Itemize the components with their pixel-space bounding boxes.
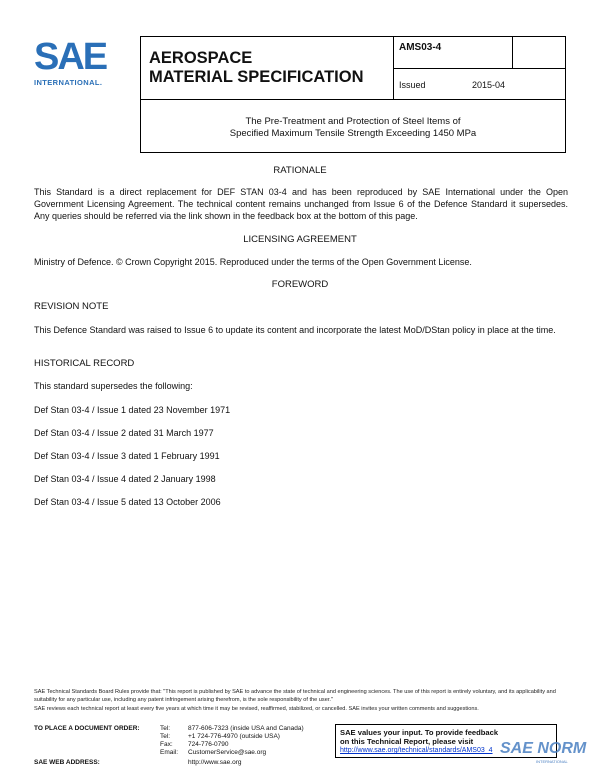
title-line-1: AEROSPACE <box>149 49 253 67</box>
watermark-subtext: INTERNATIONAL <box>536 759 568 764</box>
feedback-link[interactable]: http://www.sae.org/technical/standards/AMS03_4 <box>340 747 493 754</box>
subtitle-box <box>140 98 566 153</box>
foreword-heading: FOREWORD <box>271 279 329 290</box>
revision-heading: REVISION NOTE <box>34 301 109 312</box>
licensing-heading: LICENSING AGREEMENT <box>243 234 357 245</box>
history-item: Def Stan 03-4 / Issue 4 dated 2 January 1998 <box>34 474 216 484</box>
history-item: Def Stan 03-4 / Issue 5 dated 13 October 2006 <box>34 497 221 507</box>
contact-value: +1 724-776-4970 (outside USA) <box>188 733 280 740</box>
contact-email-link[interactable]: CustomerService@sae.org <box>188 749 267 756</box>
feedback-line-1: SAE values your input. To provide feedback <box>340 728 499 737</box>
watermark-logo: SAE NORM <box>500 740 587 757</box>
contact-key: Tel: <box>160 725 171 732</box>
logo-wordmark: SAE <box>34 36 107 78</box>
header-box <box>140 36 566 100</box>
revision-text: This Defence Standard was raised to Issue 6 to update its content and incorporate the latest MoD/DStan policy in place at the time. <box>34 325 556 335</box>
contact-value: 877-606-7323 (inside USA and Canada) <box>188 725 304 732</box>
history-item: Def Stan 03-4 / Issue 1 dated 23 November 1971 <box>34 405 231 415</box>
review-notice: SAE reviews each technical report at least every five years at which time it may be revised, reaffirmed, stabilized, or cancelled. SAE invites your written comments and suggestions. <box>34 706 479 712</box>
sae-logo <box>34 36 126 88</box>
contact-key: Tel: <box>160 733 171 740</box>
logo-subtext: INTERNATIONAL. <box>34 78 103 87</box>
issued-date: 2015-04 <box>472 80 506 90</box>
contact-key: Fax: <box>160 741 173 748</box>
header-info-cells <box>394 37 565 99</box>
contact-key: Email: <box>160 749 179 756</box>
history-intro: This standard supersedes the following: <box>34 381 193 391</box>
subtitle-line-1: The Pre-Treatment and Protection of Steel Items of <box>245 116 461 127</box>
feedback-text <box>340 728 498 746</box>
document-type-title <box>149 49 364 87</box>
document-subtitle <box>141 116 565 140</box>
licensing-text: Ministry of Defence. © Crown Copyright 2015. Reproduced under the terms of the Open Government License. <box>34 257 472 267</box>
cell-divider <box>512 37 513 68</box>
history-item: Def Stan 03-4 / Issue 2 dated 31 March 1977 <box>34 428 214 438</box>
order-label: TO PLACE A DOCUMENT ORDER: <box>34 725 140 732</box>
history-item: Def Stan 03-4 / Issue 3 dated 1 February 1991 <box>34 451 220 461</box>
history-heading: HISTORICAL RECORD <box>34 358 135 369</box>
document-code: AMS03-4 <box>399 42 442 53</box>
sae-website-link[interactable]: http://www.sae.org <box>188 759 242 766</box>
web-address-label: SAE WEB ADDRESS: <box>34 759 100 766</box>
code-cell <box>394 37 565 69</box>
rationale-heading: RATIONALE <box>273 165 327 176</box>
issued-label: Issued <box>399 80 426 90</box>
feedback-line-2: on this Technical Report, please visit <box>340 737 474 746</box>
rationale-text: This Standard is a direct replacement for DEF STAN 03-4 and has been reproduced by SAE International under the Open Government Licensing Agreement. The technical content remains unchanged from Issue 6 of the Defence Standard it supersedes. Any queries should be referred via the link shown in the feedback box at the bottom of this page. <box>34 187 568 221</box>
contact-value: 724-776-0790 <box>188 741 229 748</box>
standards-board-notice: SAE Technical Standards Board Rules provide that: "This report is published by SAE to advance the state of technical and engineering sciences. The use of this report is entirely voluntary, and its applicability and suitability for any particular use, including any patent infringement arising therefrom, is the sole responsibility of the user." <box>34 689 556 703</box>
title-line-2: MATERIAL SPECIFICATION <box>149 68 364 86</box>
subtitle-line-2: Specified Maximum Tensile Strength Exceeding 1450 MPa <box>229 128 477 139</box>
